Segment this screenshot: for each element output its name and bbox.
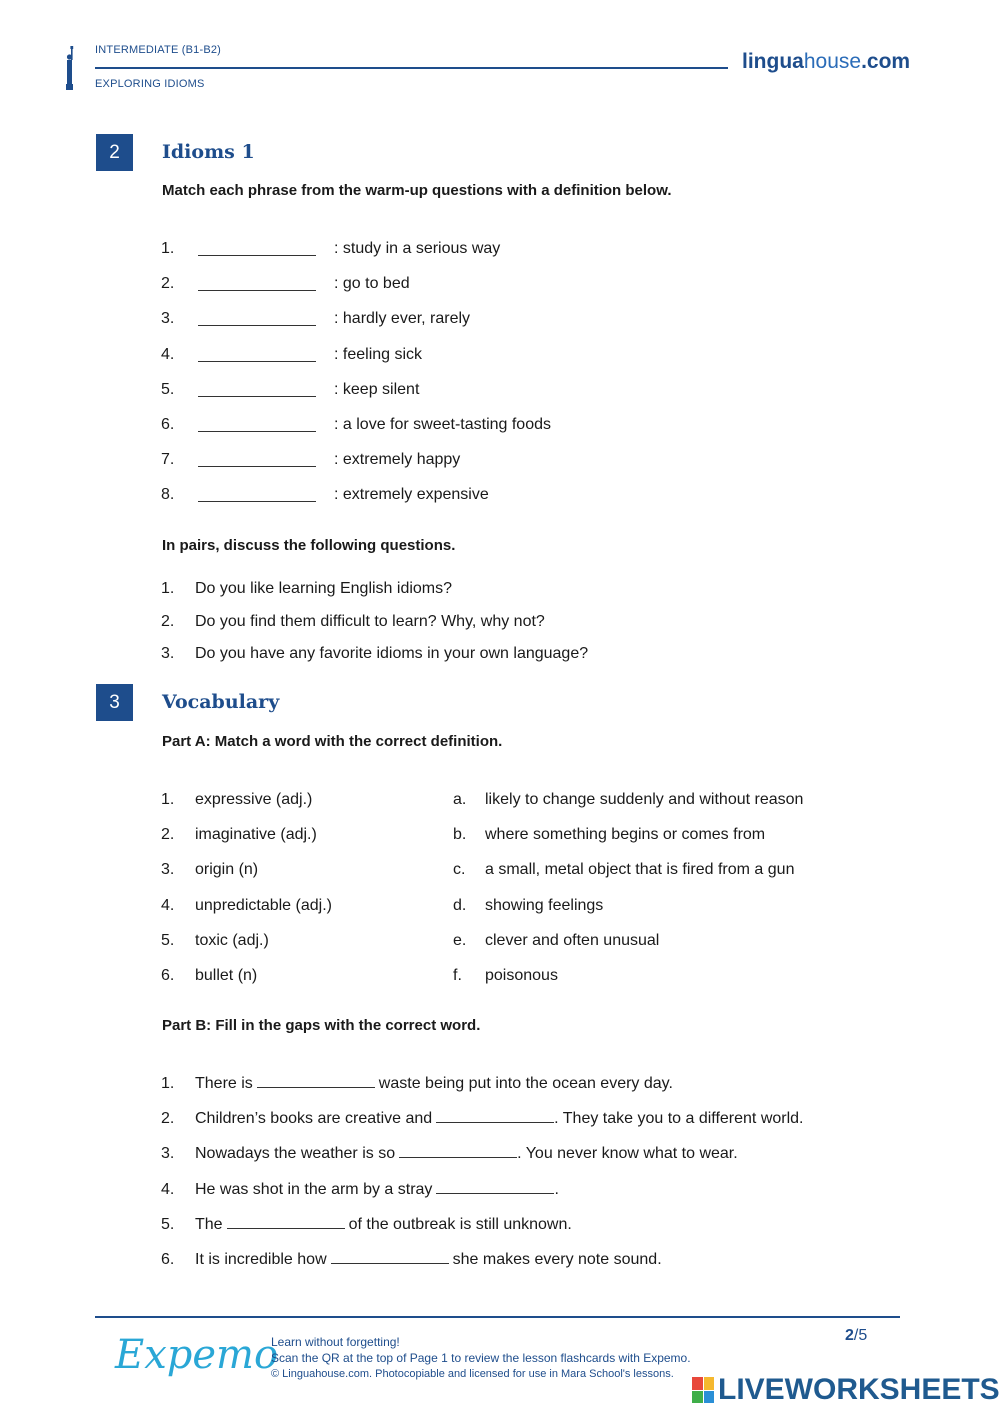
item-number: 2. xyxy=(161,826,175,844)
sentence-text xyxy=(195,1073,673,1095)
idiom-definition: : hardly ever, rarely xyxy=(334,310,471,328)
vocab-definition: likely to change suddenly and without reason xyxy=(485,791,804,808)
definition-letter: d. xyxy=(453,896,467,914)
vocab-definition: poisonous xyxy=(485,967,558,984)
section-number-badge: 3 xyxy=(96,684,133,721)
idiom-definition: : study in a serious way xyxy=(334,240,501,257)
statue-of-liberty-icon xyxy=(62,46,76,90)
item-number: 3. xyxy=(161,861,175,879)
question-text: Do you find them difficult to learn? Why, why not? xyxy=(195,612,545,630)
answer-blank[interactable] xyxy=(198,325,316,326)
lesson-title: EXPLORING IDIOMS xyxy=(95,78,205,90)
linguahouse-logo[interactable] xyxy=(742,50,910,74)
answer-gap[interactable] xyxy=(399,1144,517,1158)
definition-letter: c. xyxy=(453,861,466,879)
idiom-definition: : keep silent xyxy=(334,380,420,398)
instruction-part-a: Part A: Match a word with the correct definition. xyxy=(162,733,503,750)
definition-letter: a. xyxy=(453,791,467,808)
sentence-after: . xyxy=(554,1180,559,1198)
item-number: 1. xyxy=(161,791,175,808)
item-number: 3. xyxy=(161,310,175,328)
section-title-idioms: Idioms 1 xyxy=(162,141,255,163)
item-number: 1. xyxy=(161,580,175,597)
brand-part-lingua: lingua xyxy=(742,50,804,73)
sentence-before: Nowadays the weather is so xyxy=(195,1145,396,1163)
item-number: 6. xyxy=(161,416,175,433)
icon-tile xyxy=(692,1391,703,1404)
item-number: 2. xyxy=(161,275,175,293)
answer-blank[interactable] xyxy=(198,431,316,432)
sentence-before: He was shot in the arm by a stray xyxy=(195,1180,433,1198)
instruction-match-phrases: Match each phrase from the warm-up questions with a definition below. xyxy=(162,182,672,199)
idiom-definition: : extremely expensive xyxy=(334,486,489,504)
brand-part-house: house xyxy=(803,50,862,73)
sentence-after: waste being put into the ocean every day. xyxy=(378,1075,673,1092)
vocab-word: unpredictable (adj.) xyxy=(195,896,332,914)
footer-copyright: © Linguahouse.com. Photocopiable and licensed for use in Mara School's lessons. xyxy=(271,1368,674,1380)
sentence-after: she makes every note sound. xyxy=(452,1251,662,1268)
icon-tile xyxy=(692,1377,703,1390)
vocab-definition: a small, metal object that is fired from a gun xyxy=(485,861,795,879)
liveworksheets-icon xyxy=(692,1377,714,1403)
answer-blank[interactable] xyxy=(198,290,316,291)
sentence-after: . They take you to a different world. xyxy=(554,1110,804,1128)
answer-blank[interactable] xyxy=(198,466,316,467)
sentence-text xyxy=(195,1179,559,1201)
question-text: Do you have any favorite idioms in your own language? xyxy=(195,645,589,662)
footer-tagline: Learn without forgetting! xyxy=(271,1335,400,1349)
item-number: 1. xyxy=(161,240,175,257)
sentence-before: There is xyxy=(195,1075,253,1092)
sentence-text xyxy=(195,1249,662,1271)
sentence-text xyxy=(195,1143,738,1165)
item-number: 6. xyxy=(161,967,175,984)
item-number: 5. xyxy=(161,380,175,398)
answer-gap[interactable] xyxy=(331,1250,449,1264)
item-number: 6. xyxy=(161,1251,175,1268)
liveworksheets-watermark[interactable] xyxy=(692,1373,1000,1407)
instruction-part-b: Part B: Fill in the gaps with the correct word. xyxy=(162,1017,481,1034)
sentence-text xyxy=(195,1214,572,1236)
vocab-definition: where something begins or comes from xyxy=(485,826,766,844)
sentence-after: of the outbreak is still unknown. xyxy=(348,1215,572,1233)
vocab-word: origin (n) xyxy=(195,861,259,879)
item-number: 4. xyxy=(161,345,175,363)
vocab-definition: showing feelings xyxy=(485,896,604,914)
icon-tile xyxy=(704,1377,715,1390)
item-number: 4. xyxy=(161,896,175,914)
level-label: INTERMEDIATE (B1-B2) xyxy=(95,44,222,56)
item-number: 1. xyxy=(161,1075,175,1092)
definition-letter: f. xyxy=(453,967,462,984)
vocab-word: bullet (n) xyxy=(195,967,258,984)
item-number: 3. xyxy=(161,1145,175,1163)
vocab-definition: clever and often unusual xyxy=(485,931,660,949)
item-number: 4. xyxy=(161,1180,175,1198)
answer-blank[interactable] xyxy=(198,361,316,362)
answer-blank[interactable] xyxy=(198,396,316,397)
header-divider xyxy=(95,67,728,69)
sentence-before: Children’s books are creative and xyxy=(195,1110,433,1128)
item-number: 5. xyxy=(161,931,175,949)
vocab-word: imaginative (adj.) xyxy=(195,826,317,844)
answer-gap[interactable] xyxy=(257,1074,375,1088)
vocab-word: toxic (adj.) xyxy=(195,931,269,949)
page-indicator xyxy=(845,1327,867,1345)
definition-letter: e. xyxy=(453,931,467,949)
page-current: 2 xyxy=(845,1327,854,1344)
answer-blank[interactable] xyxy=(198,255,316,256)
icon-tile xyxy=(704,1391,715,1404)
footer-divider xyxy=(95,1316,900,1318)
item-number: 3. xyxy=(161,645,175,662)
brand-part-com: .com xyxy=(861,50,911,73)
answer-gap[interactable] xyxy=(436,1180,554,1194)
question-text: Do you like learning English idioms? xyxy=(195,580,453,597)
item-number: 2. xyxy=(161,1110,175,1128)
idiom-definition: : extremely happy xyxy=(334,451,461,469)
answer-gap[interactable] xyxy=(436,1109,554,1123)
idiom-definition: : go to bed xyxy=(334,275,410,293)
item-number: 7. xyxy=(161,451,175,469)
sentence-before: It is incredible how xyxy=(195,1251,327,1268)
item-number: 8. xyxy=(161,486,175,504)
sentence-before: The xyxy=(195,1215,223,1233)
liveworksheets-text: LIVEWORKSHEETS xyxy=(718,1373,1000,1406)
footer-qr-note: Scan the QR at the top of Page 1 to review the lesson flashcards with Expemo. xyxy=(271,1351,691,1365)
answer-gap[interactable] xyxy=(227,1215,345,1229)
answer-blank[interactable] xyxy=(198,501,316,502)
idiom-definition: : feeling sick xyxy=(334,345,423,363)
section-title-vocabulary: Vocabulary xyxy=(162,691,280,713)
page-total: /5 xyxy=(853,1327,868,1344)
sentence-text xyxy=(195,1108,804,1130)
definition-letter: b. xyxy=(453,826,467,844)
item-number: 5. xyxy=(161,1215,175,1233)
vocab-word: expressive (adj.) xyxy=(195,791,313,808)
idiom-definition: : a love for sweet-tasting foods xyxy=(334,416,551,433)
instruction-discuss: In pairs, discuss the following questions. xyxy=(162,537,456,554)
section-number-badge: 2 xyxy=(96,134,133,171)
sentence-after: . You never know what to wear. xyxy=(517,1145,738,1163)
item-number: 2. xyxy=(161,612,175,630)
expemo-logo[interactable]: Expemo xyxy=(115,1332,279,1378)
